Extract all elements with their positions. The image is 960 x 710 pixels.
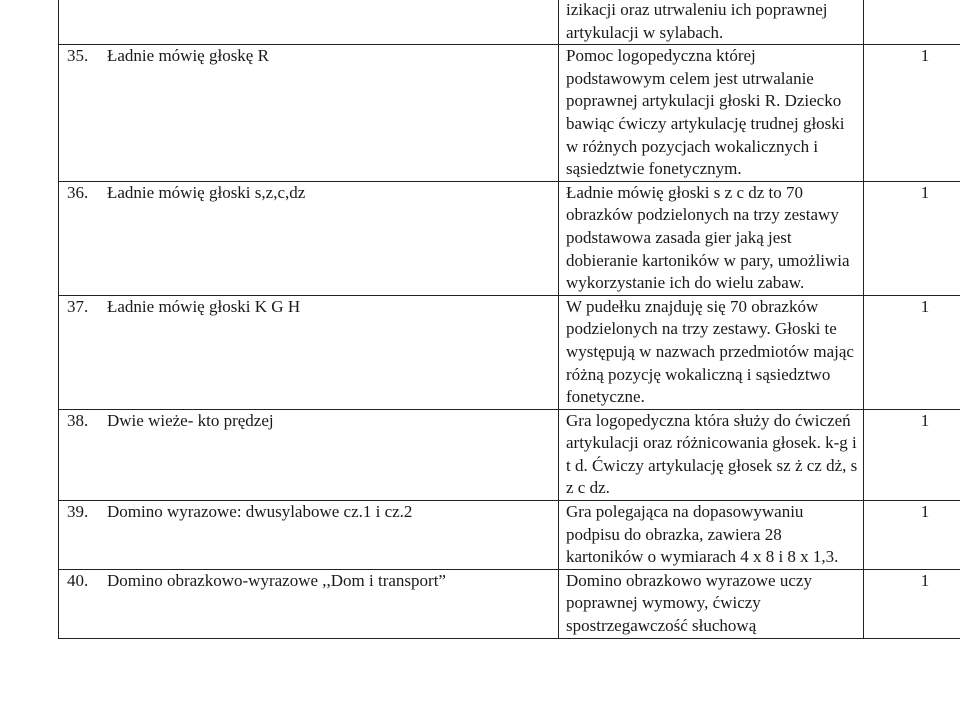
item-title: Domino wyrazowe: dwusylabowe cz.1 i cz.2 xyxy=(107,502,413,522)
description-cell xyxy=(559,501,864,570)
description-cell xyxy=(559,181,864,295)
table-row xyxy=(59,45,960,182)
item-title: Domino obrazkowo-wyrazowe ,,Dom i transport” xyxy=(107,570,446,590)
description-cell xyxy=(559,295,864,409)
description-cell xyxy=(559,569,864,638)
description-cell xyxy=(559,0,864,45)
item-cell xyxy=(59,501,559,570)
table-row xyxy=(59,0,960,45)
table-row xyxy=(59,501,960,570)
quantity-cell xyxy=(864,295,960,409)
item-number: 37. xyxy=(67,296,89,316)
item-cell xyxy=(59,569,559,638)
quantity-cell xyxy=(864,0,960,45)
item-title: Ładnie mówię głoski K G H xyxy=(107,296,301,316)
item-description: Pomoc logopedyczna której podstawowym celem jest utrwalanie poprawnej artykulacji głoski R. Dziecko bawiąc ćwiczy artykulację trudnej głoski w różnych pozycjach wokalicznych i sąsiedztwie fonetycznym. xyxy=(566,46,845,179)
table-row xyxy=(59,295,960,409)
inventory-table xyxy=(58,0,960,639)
item-title: Dwie wieże- kto prędzej xyxy=(107,410,274,430)
item-description: Gra polegająca na dopasowywaniu podpisu do obrazka, zawiera 28 kartoników o wymiarach 4 x 8 i 8 x 1,3. xyxy=(566,502,839,567)
item-cell xyxy=(59,0,559,45)
item-number: 36. xyxy=(67,182,89,202)
item-quantity: 1 xyxy=(920,410,930,430)
item-title: Ładnie mówię głoskę R xyxy=(107,46,269,66)
quantity-cell xyxy=(864,181,960,295)
item-quantity: 1 xyxy=(920,502,930,522)
quantity-cell xyxy=(864,45,960,182)
item-number: 40. xyxy=(67,570,89,590)
quantity-cell xyxy=(864,569,960,638)
quantity-cell xyxy=(864,409,960,500)
item-quantity: 1 xyxy=(920,46,930,66)
item-cell xyxy=(59,181,559,295)
item-description: W pudełku znajduję się 70 obrazków podzielonych na trzy zestawy. Głoski te występują w nazwach przedmiotów mając różną pozycję wokaliczną i sąsiedztwo fonetyczne. xyxy=(566,296,854,407)
item-description: Gra logopedyczna która służy do ćwiczeń artykulacji oraz różnicowania głosek. k-g i t d. Ćwiczy artykulację głosek sz ż cz dż, s z c dz. xyxy=(566,410,858,498)
item-number: 35. xyxy=(67,46,89,66)
item-cell xyxy=(59,409,559,500)
table-row xyxy=(59,409,960,500)
item-description: Domino obrazkowo wyrazowe uczy poprawnej wymowy, ćwiczy spostrzegawczość słuchową xyxy=(566,570,812,636)
item-quantity: 1 xyxy=(920,296,930,316)
description-cell xyxy=(559,45,864,182)
item-quantity: 1 xyxy=(920,570,930,590)
table-row xyxy=(59,569,960,638)
item-number: 38. xyxy=(67,410,89,430)
item-number: 39. xyxy=(67,502,89,522)
item-title: Ładnie mówię głoski s,z,c,dz xyxy=(107,182,306,202)
item-description: Ładnie mówię głoski s z c dz to 70 obrazków podzielonych na trzy zestawy podstawowa zasada gier jaką jest dobieranie kartoników w pary, umożliwia wykorzystanie ich do wielu zabaw. xyxy=(566,182,850,293)
item-cell xyxy=(59,295,559,409)
quantity-cell xyxy=(864,501,960,570)
item-cell xyxy=(59,45,559,182)
item-description: izikacji oraz utrwaleniu ich poprawnej artykulacji w sylabach. xyxy=(566,0,828,42)
table-row xyxy=(59,181,960,295)
description-cell xyxy=(559,409,864,500)
item-quantity: 1 xyxy=(920,182,930,202)
